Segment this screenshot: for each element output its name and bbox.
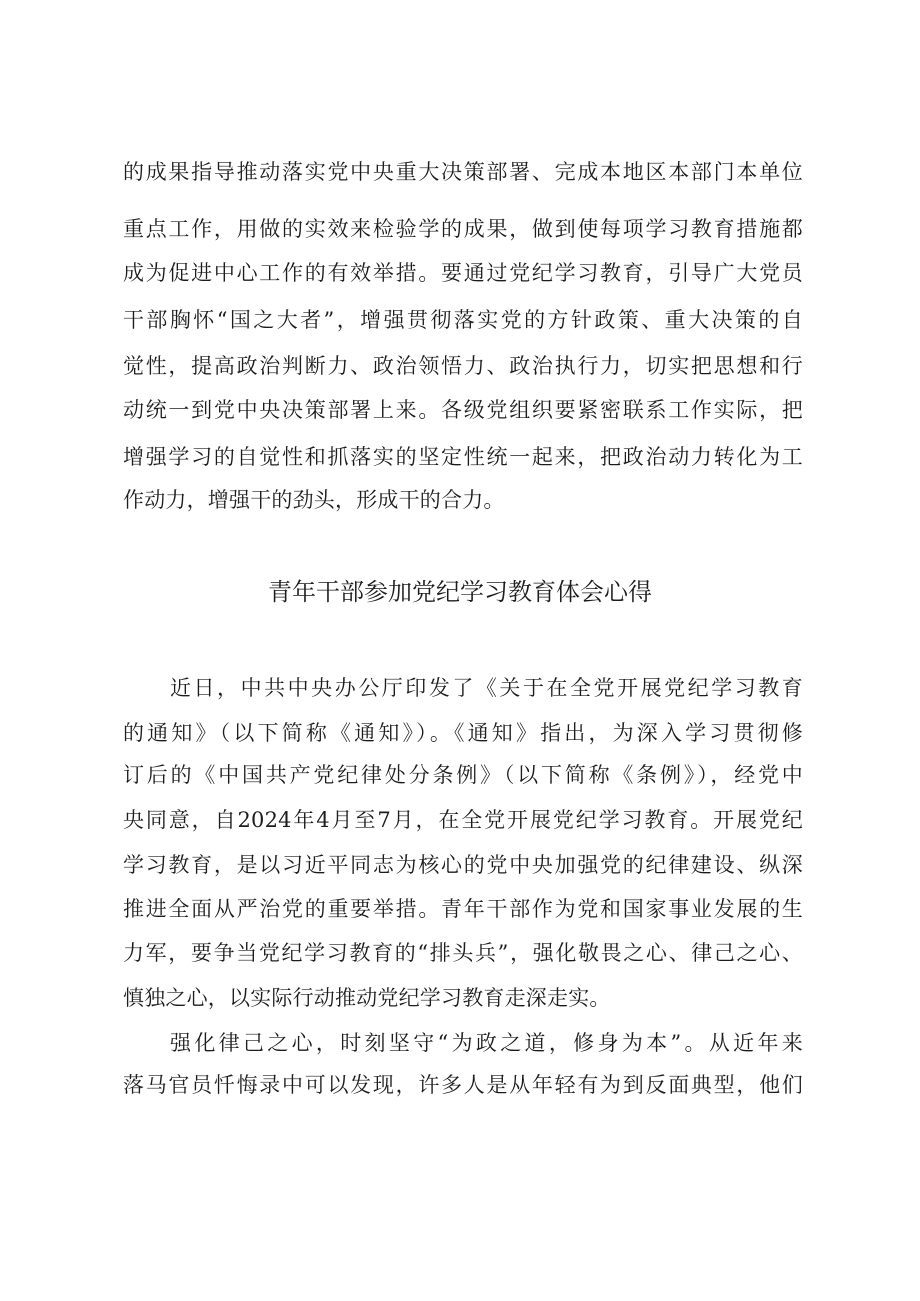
text-line: 干部胸怀“国之大者”，增强贯彻落实党的方针政策、重大决策的自	[123, 308, 803, 332]
text-line: 学习教育，是以习近平同志为核心的党中央加强党的纪律建设、纵深	[123, 853, 803, 877]
text-line: 动统一到党中央决策部署上来。各级党组织要紧密联系工作实际，把	[123, 398, 803, 422]
text-line: 近日，中共中央办公厅印发了《关于在全党开展党纪学习教育	[170, 676, 803, 700]
text-line: 作动力，增强干的劲头，形成干的合力。	[123, 488, 505, 512]
article-title: 青年干部参加党纪学习教育体会心得	[268, 578, 652, 606]
text-line: 力军，要争当党纪学习教育的“排头兵”，强化敬畏之心、律己之心、	[123, 941, 803, 965]
text-line: 央同意，自2024年4月至7月，在全党开展党纪学习教育。开展党纪	[123, 808, 803, 832]
text-line: 推进全面从严治党的重要举措。青年干部作为党和国家事业发展的生	[123, 897, 803, 921]
text-line: 增强学习的自觉性和抓落实的坚定性统一起来，把政治动力转化为工	[123, 445, 803, 469]
text-line: 的成果指导推动落实党中央重大决策部署、完成本地区本部门本单位	[123, 160, 803, 184]
text-line: 的通知》（以下简称《通知》）。《通知》指出，为深入学习贯彻修	[123, 721, 803, 745]
text-line: 慎独之心，以实际行动推动党纪学习教育走深走实。	[123, 986, 611, 1010]
text-line: 落马官员忏悔录中可以发现，许多人是从年轻有为到反面典型，他们	[123, 1073, 803, 1097]
text-line: 订后的《中国共产党纪律处分条例》（以下简称《条例》），经党中	[123, 763, 803, 787]
text-line: 强化律己之心，时刻坚守“为政之道，修身为本”。从近年来	[170, 1031, 803, 1055]
text-line: 成为促进中心工作的有效举措。要通过党纪学习教育，引导广大党员	[123, 261, 803, 285]
text-line: 重点工作，用做的实效来检验学的成果，做到使每项学习教育措施都	[123, 217, 803, 241]
text-line: 觉性，提高政治判断力、政治领悟力、政治执行力，切实把思想和行	[123, 354, 803, 378]
